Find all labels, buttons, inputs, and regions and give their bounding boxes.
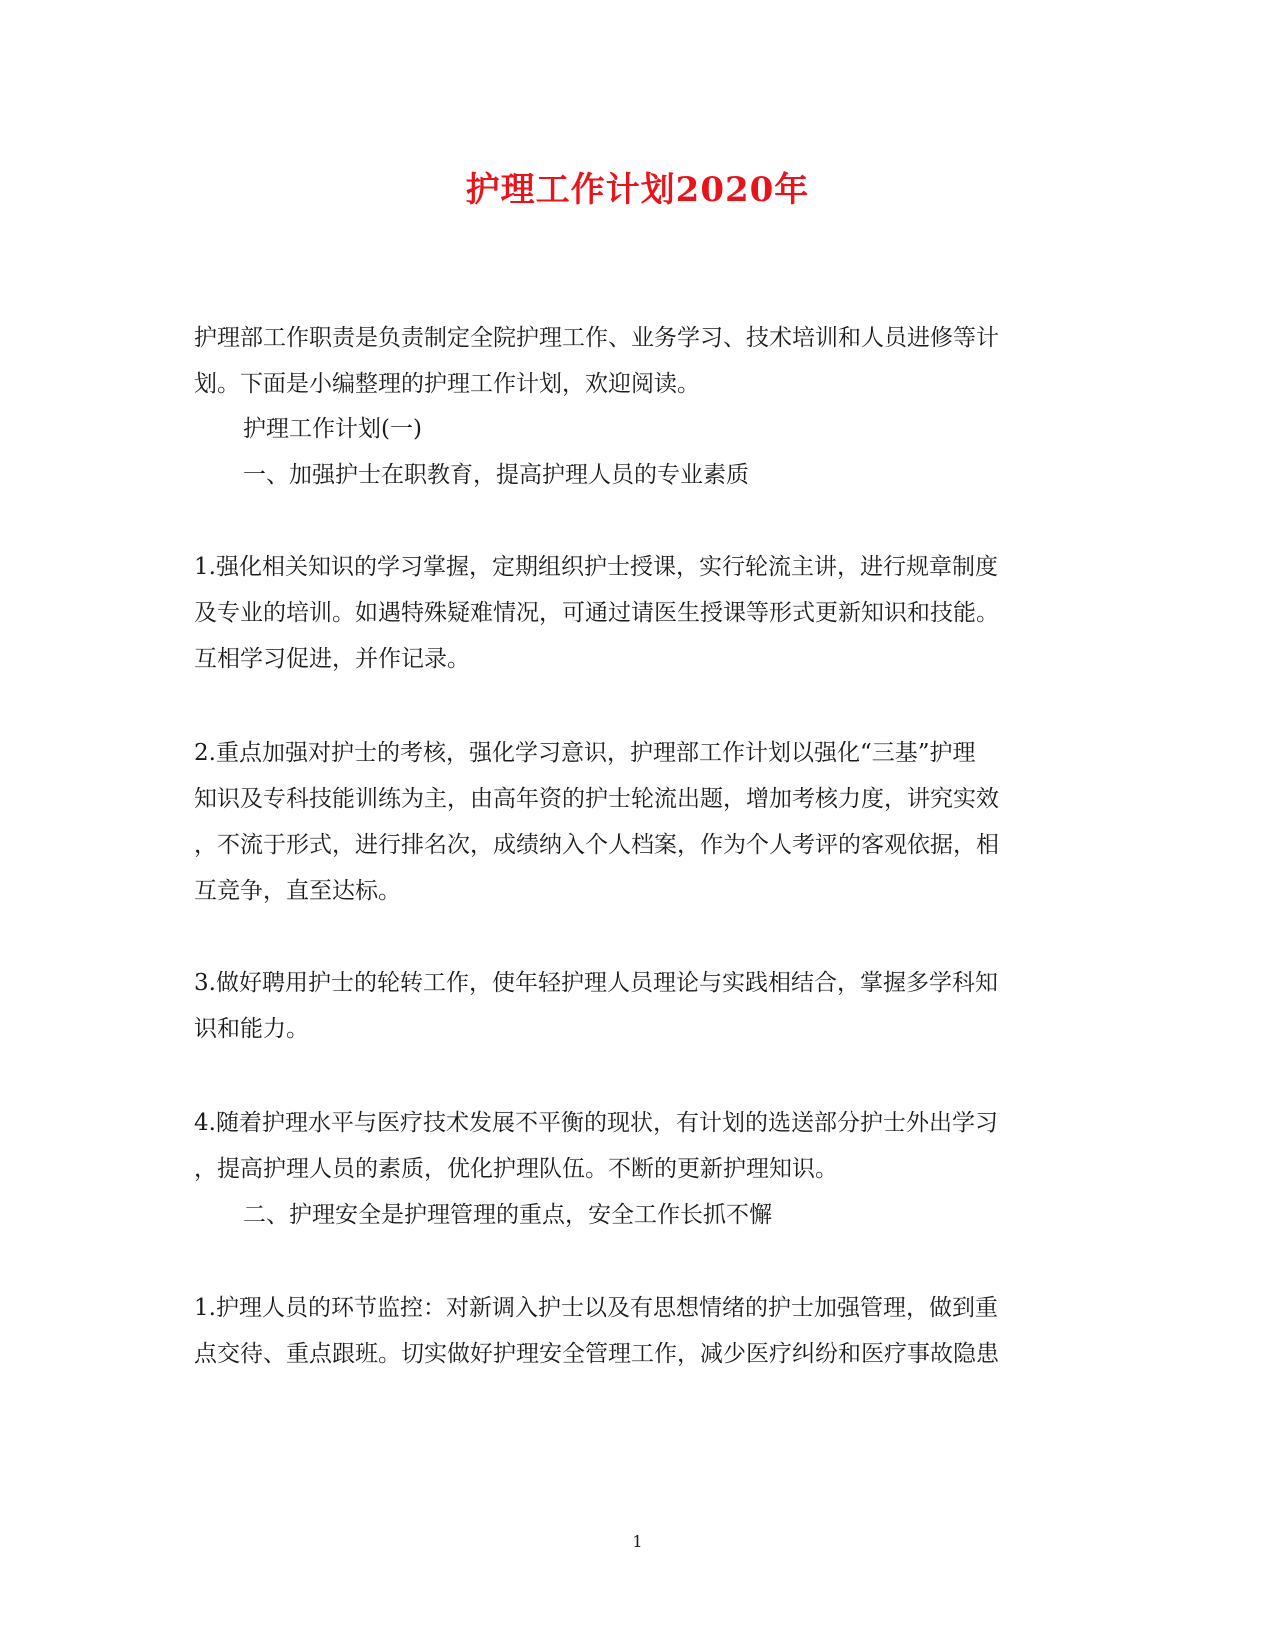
section-heading: 一、加强护士在职教育，提高护理人员的专业素质 [243, 462, 749, 488]
paragraph-line: 1.强化相关知识的学习掌握，定期组织护士授课，实行轮流主讲，进行规章制度 [194, 554, 998, 580]
section-heading: 护理工作计划(一) [243, 416, 422, 442]
paragraph-line: ，提高护理人员的素质，优化护理队伍。不断的更新护理知识。 [194, 1156, 838, 1182]
paragraph-line: 知识及专科技能训练为主，由高年资的护士轮流出题，增加考核力度，讲究实效 [194, 786, 999, 812]
page-number: 1 [632, 1532, 643, 1551]
paragraph-line: 4.随着护理水平与医疗技术发展不平衡的现状，有计划的选送部分护士外出学习 [194, 1110, 998, 1136]
paragraph-line: 点交待、重点跟班。切实做好护理安全管理工作，减少医疗纠纷和医疗事故隐患 [194, 1341, 999, 1367]
paragraph-line: 互相学习促进，并作记录。 [194, 646, 470, 672]
paragraph-line: 1.护理人员的环节监控：对新调入护士以及有思想情绪的护士加强管理，做到重 [194, 1295, 998, 1321]
paragraph-line: 2.重点加强对护士的考核，强化学习意识，护理部工作计划以强化“三基”护理 [194, 740, 976, 766]
paragraph-line: 3.做好聘用护士的轮转工作，使年轻护理人员理论与实践相结合，掌握多学科知 [194, 970, 998, 996]
paragraph-line: 划。下面是小编整理的护理工作计划，欢迎阅读。 [194, 371, 700, 397]
paragraph-line: 识和能力。 [194, 1016, 309, 1042]
paragraph-line: 及专业的培训。如遇特殊疑难情况，可通过请医生授课等形式更新知识和技能。 [194, 600, 999, 626]
paragraph-line: ，不流于形式，进行排名次，成绩纳入个人档案，作为个人考评的客观依据，相 [194, 832, 999, 858]
paragraph-line: 护理部工作职责是负责制定全院护理工作、业务学习、技术培训和人员进修等计 [194, 325, 999, 351]
document-title: 护理工作计划2020年 [465, 170, 810, 210]
paragraph-line: 互竞争，直至达标。 [194, 878, 401, 904]
section-heading: 二、护理安全是护理管理的重点，安全工作长抓不懈 [243, 1202, 772, 1228]
